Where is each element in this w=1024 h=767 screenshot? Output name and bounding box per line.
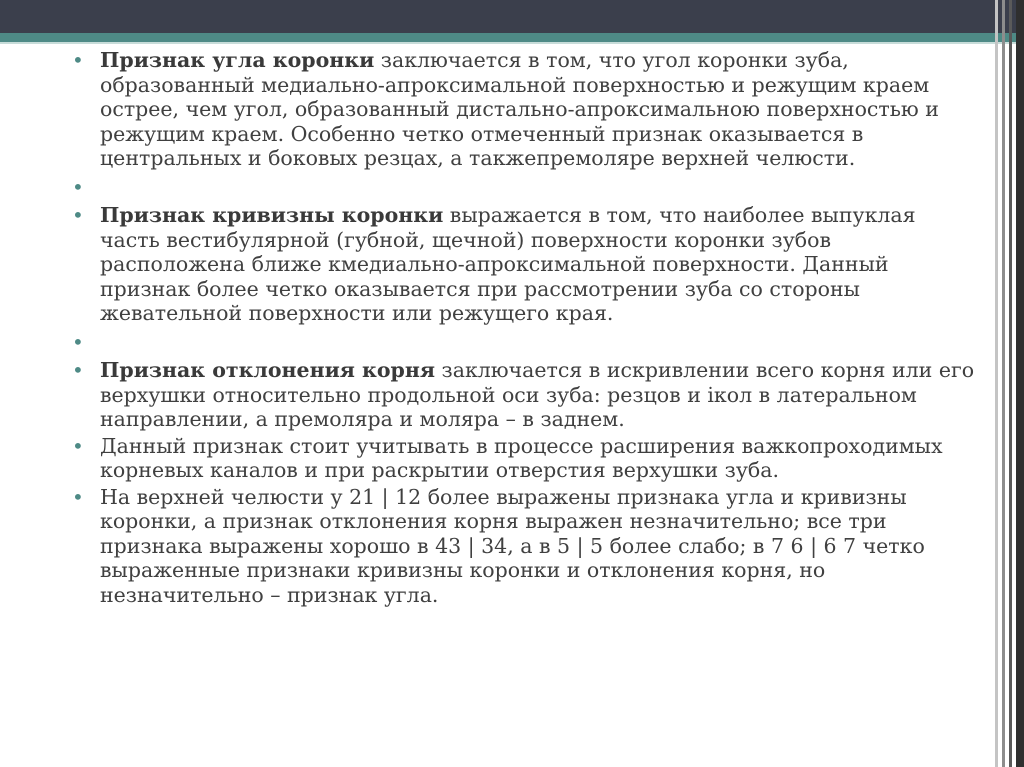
- right-edge-stripe: [995, 0, 998, 767]
- header-bar: [0, 0, 1024, 33]
- term-root-deviation: Признак отклонения корня: [100, 358, 436, 382]
- bullet-item-canal-note: [70, 434, 975, 483]
- bullet-dot-icon: •: [72, 48, 84, 72]
- bullet-list: [70, 48, 975, 607]
- bullet-item-crown-curvature: [70, 203, 975, 326]
- bullet-dot-icon: •: [72, 329, 84, 354]
- right-edge-stripe: [1016, 0, 1024, 767]
- empty-bullet: [70, 175, 975, 200]
- bullet-dot-icon: •: [72, 358, 84, 382]
- right-edge-stripe: [1009, 0, 1012, 767]
- bullet-item-upper-jaw: [70, 485, 975, 608]
- accent-stripe: [0, 33, 1024, 42]
- bullet-item-root-deviation: [70, 358, 975, 432]
- bullet-dot-icon: •: [72, 174, 84, 199]
- bullet-text: заключается в искривлении всего корня или его верхушки относительно продольной оси зуба: резцов и ікол в латеральном направлении, а премоляра и моляра – в заднем.: [100, 358, 975, 431]
- bullet-text: На верхней челюсти у 21 | 12 более выражены признака угла и кривизны коронки, а признак отклонения корня выражен незначительно; все три признака выражены хорошо в 43 | 34, а в 5 | 5 более слабо; в 7 6 | 6 7 четко выраженные признаки кривизны коронки и отклонения корня, но незначительно – признак угла.: [100, 484, 925, 607]
- bullet-text: заключается в том, что угол коронки зуба, образованный медиально-апроксимальной поверхностью и режущим краем острее, чем угол, образованный дистально-апроксимальною поверхностью и режущим краем. Особенно четко отмеченный признак оказывается в центральных и боковых резцах, а такжепремоляре верхней челюсти.: [100, 48, 939, 170]
- right-edge-stripe: [1002, 0, 1005, 767]
- bullet-dot-icon: •: [72, 433, 84, 458]
- bullet-dot-icon: •: [72, 484, 84, 509]
- accent-stripe-light: [0, 42, 1024, 44]
- term-crown-curvature: Признак кривизны коронки: [100, 203, 444, 227]
- bullet-text: выражается в том, что наиболее выпуклая часть вестибулярной (губной, щечной) поверхности коронки зубов расположена ближе кмедиально-апроксимальной поверхности. Данный признак более четко оказывается при рассмотрении зуба со стороны жевательной поверхности или режущего края.: [100, 203, 916, 325]
- bullet-item-crown-angle: [70, 48, 975, 171]
- bullet-dot-icon: •: [72, 203, 84, 227]
- empty-bullet: [70, 330, 975, 355]
- slide-body: [70, 48, 975, 609]
- term-crown-angle: Признак угла коронки: [100, 48, 375, 72]
- bullet-text: Данный признак стоит учитывать в процессе расширения важкопроходимых корневых каналов и при раскрытии отверстия верхушки зуба.: [100, 433, 943, 482]
